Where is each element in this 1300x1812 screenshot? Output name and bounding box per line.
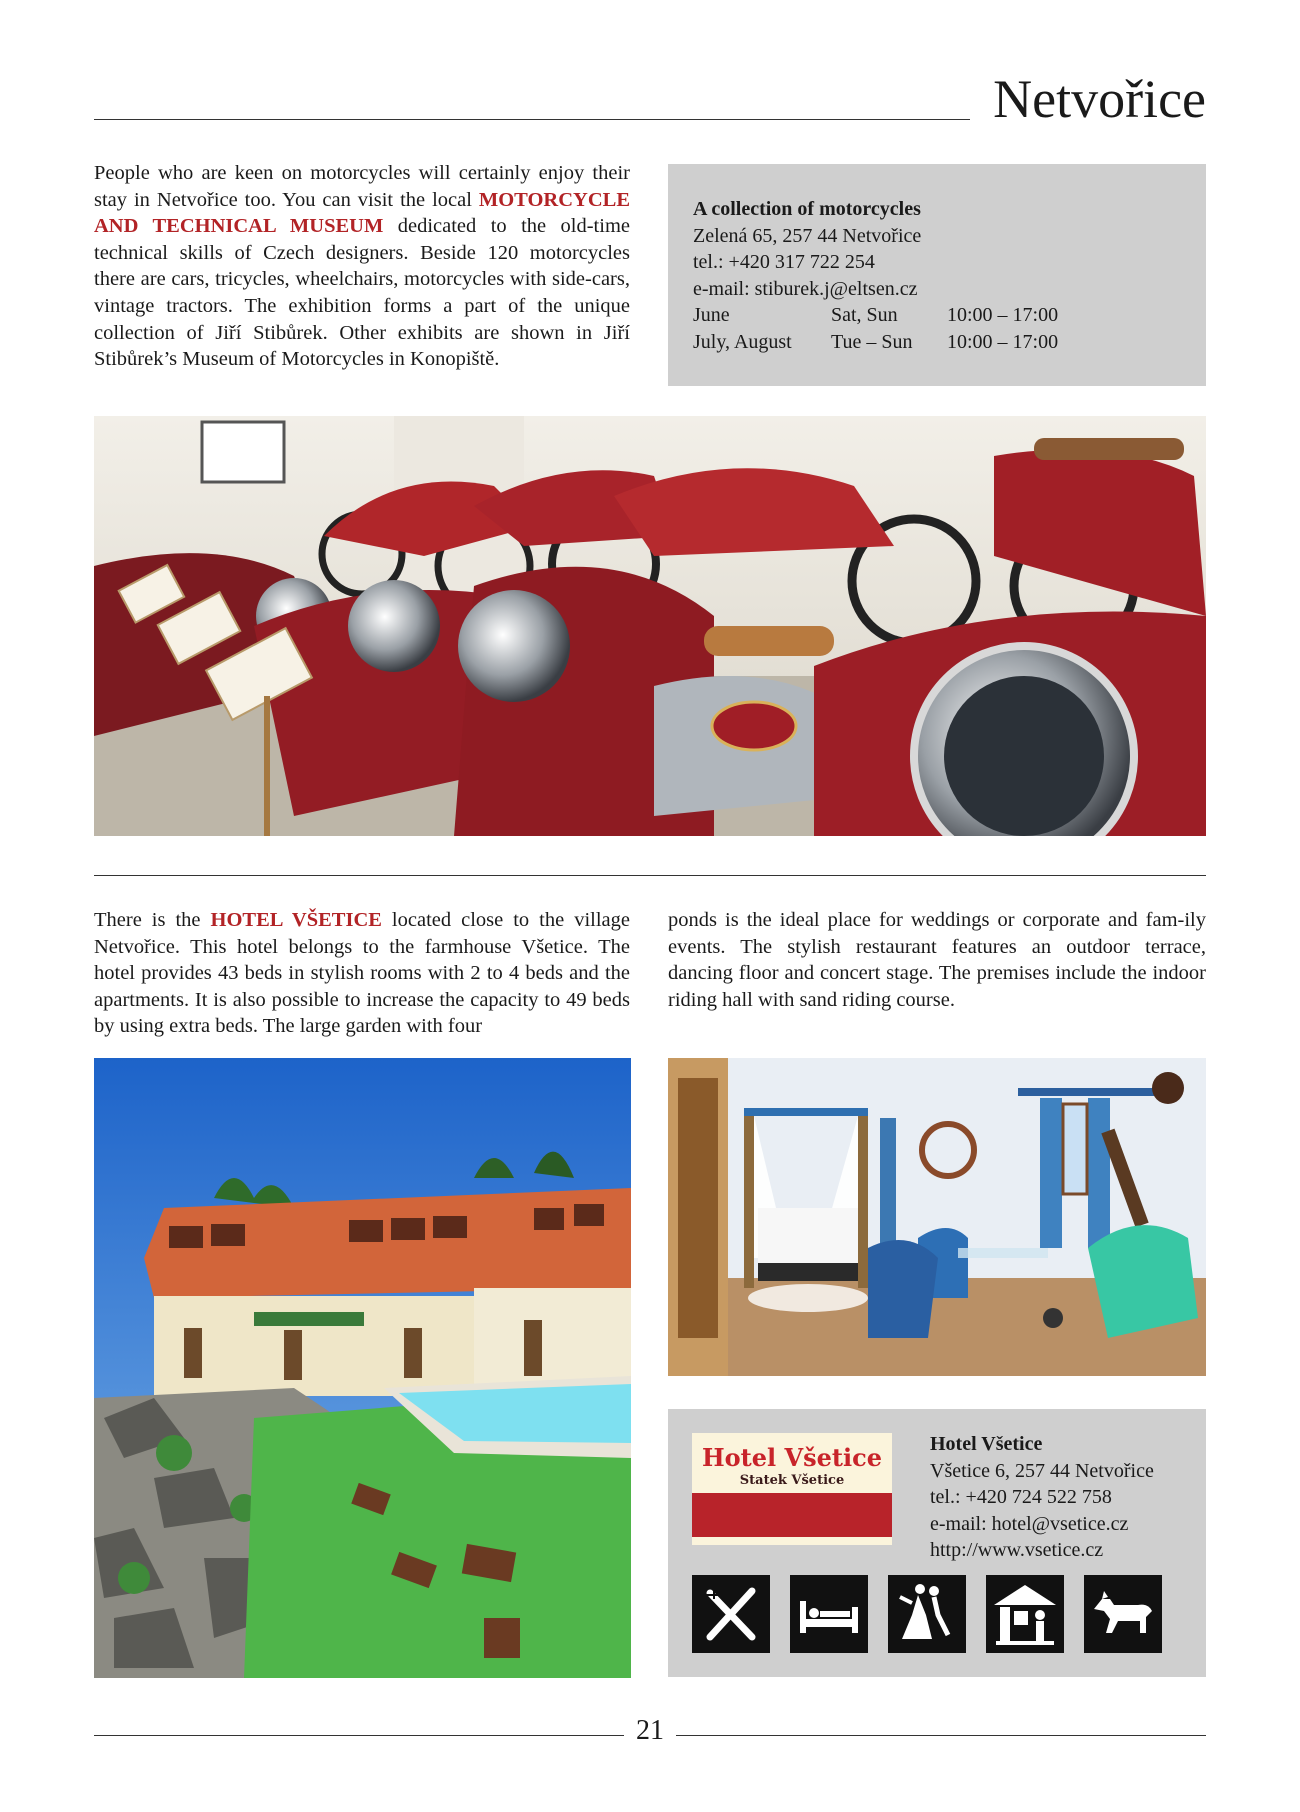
motorcycle-museum-photo: [94, 416, 1206, 836]
restaurant-icon: [692, 1575, 770, 1653]
hours-period: June: [693, 304, 730, 327]
hours-days: Tue – Sun: [831, 330, 913, 353]
museum-email[interactable]: e-mail: stiburek.j@eltsen.cz: [693, 277, 918, 300]
hotel-exterior-photo: [94, 1058, 631, 1678]
museum-text-post: dedicated to the old-time technical skills of Czech designers. Beside 120 motorcycles there are cars, tricycles, wheelchairs, motorcycles with side-cars, vintage tractors. The exhibition forms a part of the unique collection of Jiří Stibůrek. Other exhibits are shown in Jiří Stibůrek’s Museum of Motorcycles in Konopiště.: [94, 215, 630, 371]
bed-icon: [790, 1575, 868, 1653]
museum-info-box: [668, 164, 1206, 386]
museum-phone[interactable]: tel.: +420 317 722 254: [693, 251, 875, 274]
hours-time: 10:00 – 17:00: [947, 330, 1059, 353]
hotel-highlight: HOTEL VŠETICE: [210, 909, 382, 931]
page-number: 21: [636, 1715, 664, 1746]
hotel-phone[interactable]: tel.: +420 724 522 758: [930, 1486, 1112, 1509]
hotel-paragraph-2: ponds is the ideal place for weddings or corporate and fam-ily events. The stylish restaurant features an outdoor terrace, dancing floor and concert stage. The premises include the indoor riding hall with sand riding course.: [668, 909, 1206, 1011]
hotel-website[interactable]: http://www.vsetice.cz: [930, 1539, 1104, 1562]
hotel-logo: [692, 1433, 892, 1545]
museum-text-pre: People who are keen on motorcycles will certainly enjoy their stay in Netvořice too. You can visit the local: [94, 162, 630, 211]
hotel-room-photo: [668, 1058, 1206, 1376]
page-title: Netvořice: [993, 69, 1206, 129]
hotel-name: Hotel Všetice: [930, 1433, 1043, 1455]
section-rule: [94, 875, 1206, 876]
horse-icon: [1084, 1575, 1162, 1653]
hotel-text-post: located close to the village Netvořice. This hotel belongs to the farmhouse Všetice. The hotel provides 43 beds in stylish rooms with 2 to 4 beds and the apartments. It is also possible to increase the capacity to 49 beds by using extra beds. The large garden with four: [94, 909, 631, 1038]
museum-paragraph: [94, 160, 630, 373]
logo-title: Hotel Všetice: [702, 1443, 882, 1472]
hours-time: 10:00 – 17:00: [947, 304, 1059, 327]
museum-name: A collection of motorcycles: [693, 198, 921, 220]
museum-hours: [693, 302, 1067, 355]
hotel-text-pre: There is the: [94, 909, 211, 931]
logo-stripe: [692, 1493, 892, 1537]
museum-highlight: MOTORCYCLE AND TECHNICAL MUSEUM: [94, 188, 630, 238]
museum-address: Zelená 65, 257 44 Netvořice: [693, 224, 922, 247]
hotel-paragraph-1: [94, 907, 630, 1040]
hours-period: July, August: [693, 330, 792, 353]
hours-days: Sat, Sun: [831, 304, 898, 327]
hotel-address: Všetice 6, 257 44 Netvořice: [930, 1459, 1154, 1482]
dancing-icon: [888, 1575, 966, 1653]
logo-subtitle: Statek Všetice: [739, 1473, 845, 1488]
hotel-email[interactable]: e-mail: hotel@vsetice.cz: [930, 1512, 1129, 1535]
accommodation-icon: [986, 1575, 1064, 1653]
hotel-info-box: [668, 1409, 1206, 1677]
header-rule: [94, 119, 970, 120]
